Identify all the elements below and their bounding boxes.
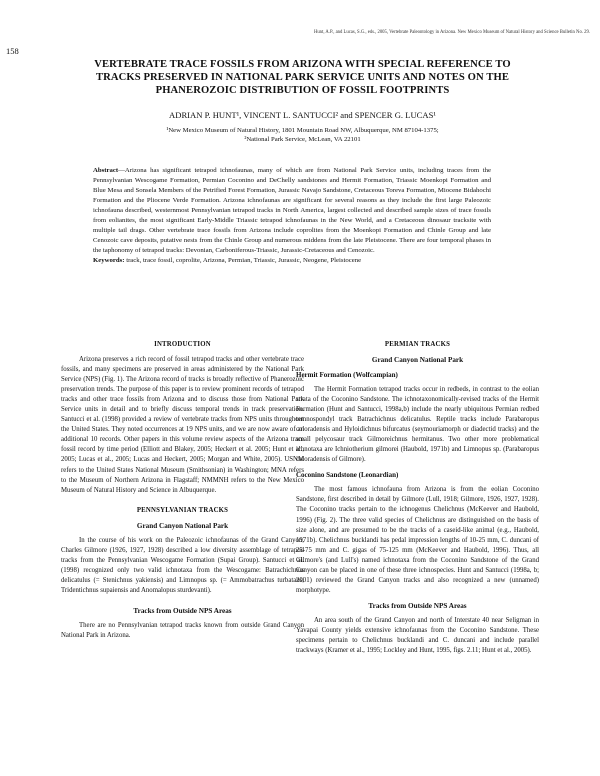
outside-nps-permian-paragraph: An area south of the Grand Canyon and north of Interstate 40 near Seligman in Yavapai County yields extensive ichnofaunas from the Coconino Sandstone. These specimens pertain to Chelichnus bucklandi and C. duncani and include parallel trackways (Kramer et al., 1995; Lockley and Hunt, 1995, figs. 2.11; Hunt et al., 2005). <box>296 616 539 655</box>
grand-canyon-np-heading: Grand Canyon National Park <box>136 521 229 530</box>
grand-canyon-np-heading: Grand Canyon National Park <box>371 356 464 364</box>
page-number: 158 <box>6 46 19 56</box>
left-column <box>61 340 304 641</box>
abstract-text: —Arizona has significant tetrapod ichnofaunas, many of which are from National Park Service units, including traces from the Pennsylvanian Wescogame Formation, Permian Coconino and DeChelly sandstones and Hermit Formation, Triassic Moenkopi Formation and Blue Mesa and Sonsela Members of the Petrified Forest Formation, Jurassic Navajo Sandstone, Cretaceous Toreva Formation, Miocene Bidahochi Formation and the Pliocene Verde Formation. Arizona ichnofaunas are significant for several reasons as they include the first large Paleozoic ichnofauna described, westernmost Pennsylvanian tetrapod tracks in North America, largest collected and described sample sizes of trace fossils from eolianites, the most significant Early-Middle Triassic tetrapod ichnofaunas in the New World, and a Cretaceous dinosaur tracksite with multiple tail drags. Other vertebrate trace fossils from Arizona include coprolites from the Moenkopi Formation and Chinle Group and late Cenozoic cave deposits, putative nests from the Chinle Group and numerous middens from the late Pleistocene. There are four temporal phases in the taphonomy of tetrapod tracks: Devonian, Carboniferous-Triassic, Jurassic-Cretaceous and Cenozoic. <box>93 167 491 255</box>
permian-tracks-heading: PERMIAN TRACKS <box>384 341 451 348</box>
running-header-citation: Hunt, A.P., and Lucas, S.G., eds., 2005, Vertebrate Paleontology in Arizona. New Mexico Museum of Natural History and Science Bulletin No. 29. <box>313 30 590 35</box>
grand-canyon-pennsylvanian-paragraph: In the course of his work on the Paleozoic ichnofaunas of the Grand Canyon, Charles Gilmore (1926, 1927, 1928) described a low diversity assemblage of tetrapod tracks from the Pennsylvanian Wescogame Formation (Supai Group). Santucci et al. (1998) recognized only two valid ichnotaxa from the Wescogame: Batrachichnus delicatulus (= Stenichnus yakiensis) and Limnopus sp. (= Ammobatrachus turbatans, Tridentichnus supaiensis and Anomalopus sturdevanti). <box>61 536 304 594</box>
hermit-formation-heading: Hermit Formation (Wolfcampian) <box>296 371 398 379</box>
outside-nps-pennsylvanian-paragraph: There are no Pennsylvanian tetrapod tracks known from outside Grand Canyon National Park in Arizona. <box>61 621 304 639</box>
paper-title <box>40 58 565 98</box>
title-line-2: TRACKS PRESERVED IN NATIONAL PARK SERVICE UNITS AND NOTES ON THE <box>95 72 509 84</box>
affiliation-2: ²National Park Service, McLean, VA 22101 <box>244 136 361 143</box>
keywords-label: Keywords: <box>93 257 125 265</box>
hermit-formation-paragraph: The Hermit Formation tetrapod tracks occur in redbeds, in contrast to the eolian strata of the Coconino Sandstone. The ichnotaxonomically-revised tracks of the Hermit Formation (Hunt and Santucci, 1998a,b) include the nearly ubiquitous Permian redbed temnospondyl track Batrachichnus delicatulus. Reptile tracks include Parabaropus coloradensis and Hyloidichnus bifurcatus (seymouriamorph or diadectid tracks) and the small pelycosaur track Gilmoreichnus hermitanus. Two other more problematical ichnotaxa are Ichniotherium gilmorei (Haubold, 1971b) and Limnopus sp. (Parabaropus coloradensis of Gilmore). <box>296 386 539 464</box>
title-line-1: VERTEBRATE TRACE FOSSILS FROM ARIZONA WITH SPECIAL REFERENCE TO <box>94 59 511 70</box>
outside-nps-heading: Tracks from Outside NPS Areas <box>133 606 232 615</box>
affiliation-1: ¹New Mexico Museum of Natural History, 1801 Mountain Road NW, Albuquerque, NM 87104-1375; <box>166 127 439 134</box>
abstract-label: Abstract <box>93 167 119 174</box>
coconino-sandstone-heading: Coconino Sandstone (Leonardian) <box>296 471 399 480</box>
outside-nps-heading: Tracks from Outside NPS Areas <box>368 601 467 610</box>
keywords-text: track, trace fossil, coprolite, Arizona, Permian, Triassic, Jurassic, Neogene, Pleistocene <box>124 257 362 265</box>
author-list: ADRIAN P. HUNT¹, VINCENT L. SANTUCCI² and SPENCER G. LUCAS¹ <box>169 110 436 120</box>
introduction-heading: INTRODUCTION <box>154 341 211 348</box>
pennsylvanian-tracks-heading: PENNSYLVANIAN TRACKS <box>136 506 229 514</box>
coconino-sandstone-paragraph: The most famous ichnofauna from Arizona is from the eolian Coconino Sandstone, first described in detail by Gilmore (Lull, 1918; Gilmore, 1926, 1927, 1928). The Coconino tracks pertain to the ichnogenus Chelichnus (McKeever and Haubold, 1996) (Fig. 2). The three valid species of Chelichnus are distinguished on the basis of size alone, and are presumed to be the tracks of a caseid-like animal (e.g., Haubold, 1971b). Chelichnus bucklandi has pedal impression lengths of 10-25 mm, C. duncani of 25-75 mm and C. gigas of 75-125 mm (McKeever and Haubold, 1996). Thus, all Gilmore's (and Lull's) named ichnotaxa from the Coconino Sandstone of the Grand Canyon can be placed in one of these three ichnospecies. Hunt and Santucci (1998a, b; 2001) reviewed the Grand Canyon tracks and also recognized a new (unnamed) morphotype. <box>296 486 539 594</box>
title-line-3: PHANEROZOIC DISTRIBUTION OF FOSSIL FOOTPRINTS <box>155 85 450 97</box>
right-column <box>296 340 539 656</box>
abstract <box>93 166 491 266</box>
introduction-paragraph: Arizona preserves a rich record of fossil tetrapod tracks and other vertebrate trace fossils, and many specimens are preserved in areas administered by the National Park Service (NPS) (Fig. 1). The Arizona record of tracks is broadly reflective of Phanerozoic preservation trends. The purpose of this paper is to review prominent records of tetrapod tracks and other trace fossils from Arizona and to discuss those from National Park Service units in detail and to briefly discuss temporal trends in track preservation. Santucci et al. (1998) provided a review of vertebrate tracks from NPS units throughout the United States. They noted occurrences at 19 NPS units, and we are now aware of an additional 10 records. Other papers in this volume review aspects of the Arizona trace fossil record by time period (Elliott and Blakey, 2005; Heckert et al. 2005; Hunt et al., 2005; Lucas et al., 2005; Lucas and Heckert, 2005; Morgan and White, 2005). USNM refers to the United States National Museum (Smithsonian) in Washington; MNA refers to the Museum of Northern Arizona in Flagstaff; NMMNH refers to the New Mexico Museum of Natural History and Science in Albuquerque. <box>61 356 304 494</box>
